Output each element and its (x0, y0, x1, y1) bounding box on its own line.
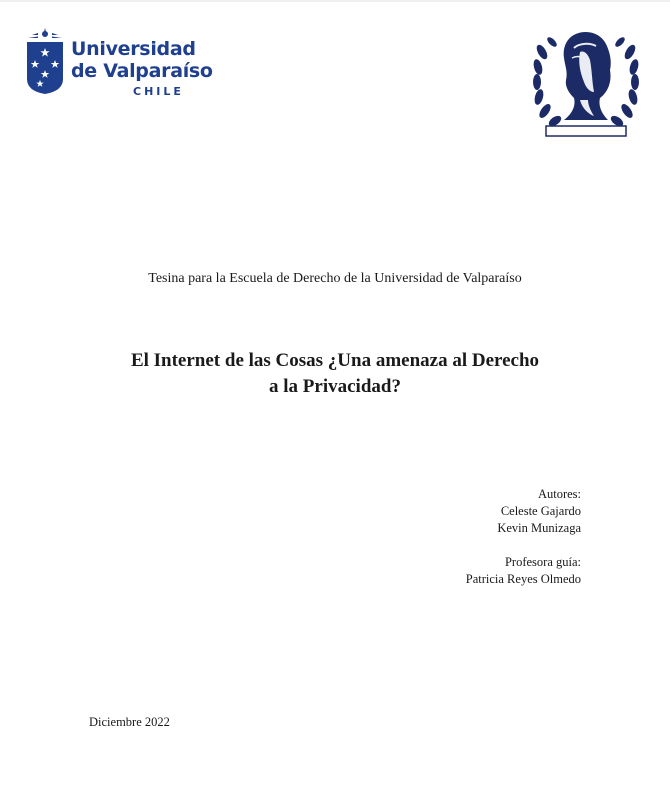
author-name: Celeste Gajardo (500, 504, 581, 518)
spacer (466, 537, 581, 554)
university-shield-icon (24, 27, 66, 95)
page-top-edge (0, 0, 670, 2)
author-name: Kevin Munizaga (497, 521, 581, 535)
thesis-title-line-1: El Internet de las Cosas ¿Una amenaza al Derecho (130, 350, 540, 371)
logo-line-3: CHILE (133, 85, 184, 98)
law-school-seal-icon (530, 22, 642, 142)
thesis-subtitle: Tesina para la Escuela de Derecho de la Universidad de Valparaíso (148, 271, 522, 286)
advisor-label: Profesora guía: (504, 555, 581, 569)
authors-block (466, 486, 581, 588)
logo-line-1: Universidad (71, 38, 196, 60)
thesis-title-line-2: a la Privacidad? (269, 376, 401, 397)
thesis-title (0, 348, 670, 400)
logo-line-2: de Valparaíso (71, 60, 213, 82)
advisor-name: Patricia Reyes Olmedo (465, 572, 581, 586)
university-wordmark (71, 40, 213, 97)
thesis-date: Diciembre 2022 (89, 715, 170, 729)
university-logo (24, 27, 213, 107)
authors-label: Autores: (537, 487, 581, 501)
